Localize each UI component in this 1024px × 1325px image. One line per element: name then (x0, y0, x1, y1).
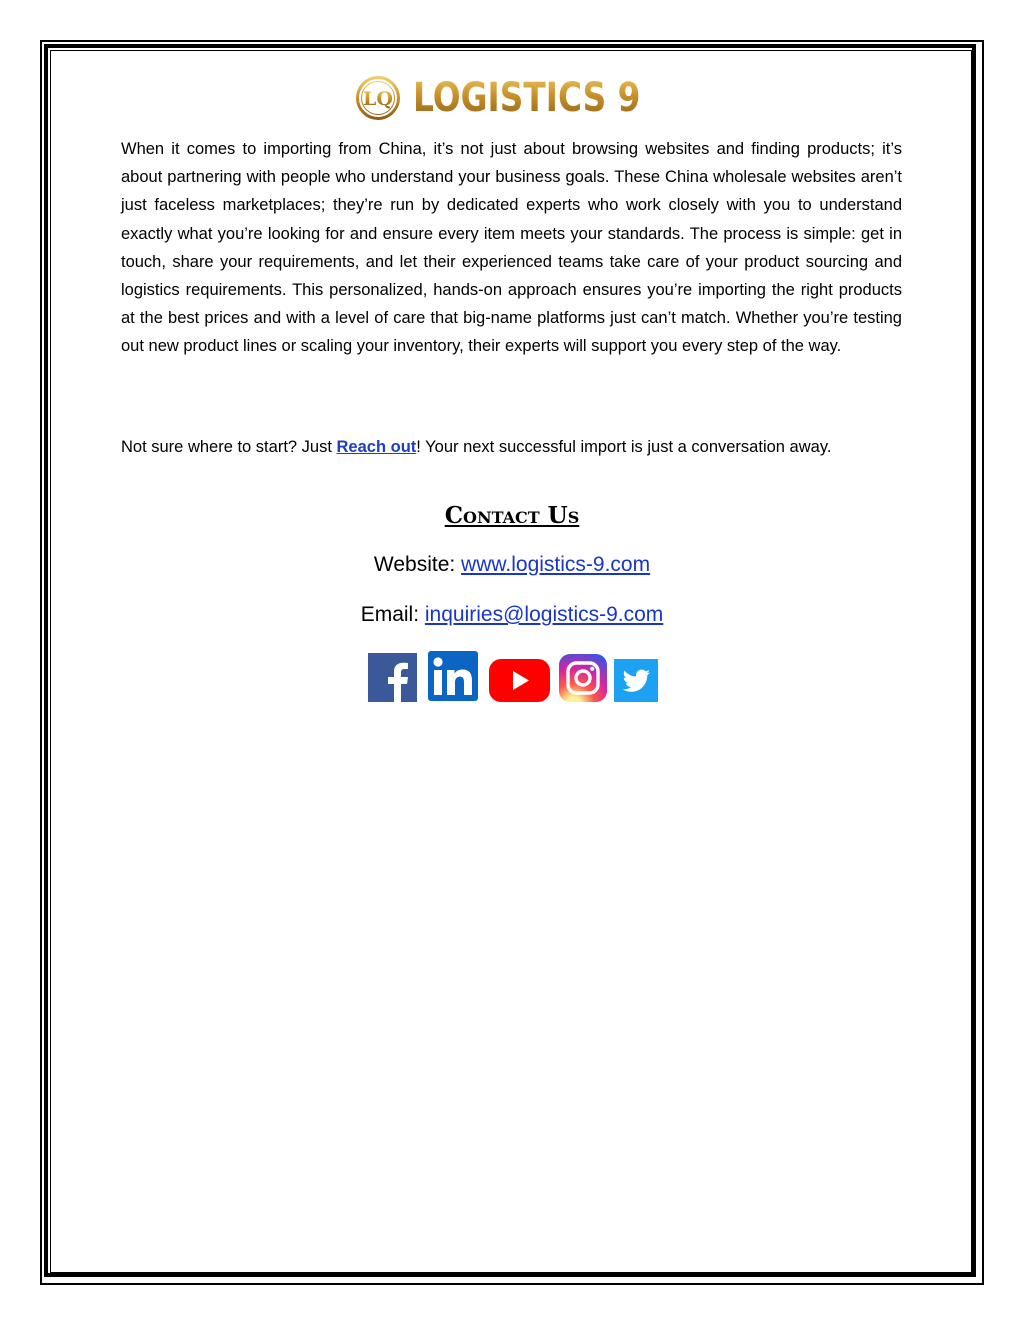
twitter-icon[interactable] (614, 659, 658, 702)
linkedin-icon[interactable] (428, 651, 478, 701)
social-icons (368, 651, 660, 703)
youtube-icon[interactable] (489, 659, 550, 702)
email-link[interactable]: inquiries@logistics-9.com (424, 603, 664, 626)
email-label: Email: (360, 603, 425, 626)
logo-emblem-letters: LQ (363, 88, 393, 110)
cta-text-after: ! Your next successful import is just a conversation away. (416, 438, 832, 456)
intro-paragraph: When it comes to importing from China, it’s not just about browsing websites and finding products; it’s about partnering with people who understand your business goals. These China wholesale websites aren’t just faceless marketplaces; they’re run by dedicated experts who work closely with you to understand exactly what you’re looking for and ensure every item meets your standards. The process is simple: get in touch, share your requirements, and let their experienced teams take care of your product sourcing and logistics requirements. This personalized, hands-on approach ensures you’re importing the right products at the best prices and with a level of care that big-name platforms just can’t match. Whether you’re testing out new product lines or scaling your inventory, their experts will support you every step of the way. (121, 140, 902, 356)
instagram-icon[interactable] (559, 654, 607, 702)
facebook-icon[interactable] (368, 653, 417, 702)
website-label: Website: (373, 553, 462, 576)
website-link[interactable]: www.logistics-9.com (461, 553, 651, 576)
cta-paragraph (121, 433, 902, 461)
reach-out-link[interactable]: Reach out (336, 438, 417, 456)
logo-emblem-icon (355, 75, 401, 121)
email-line (0, 603, 1024, 627)
cta-text-before: Not sure where to start? Just (121, 438, 337, 456)
logo-wordmark: LOGISTICS 9 (413, 75, 641, 121)
contact-heading: Contact Us (444, 502, 580, 529)
logistics9-logo (355, 70, 665, 126)
website-line (0, 553, 1024, 577)
